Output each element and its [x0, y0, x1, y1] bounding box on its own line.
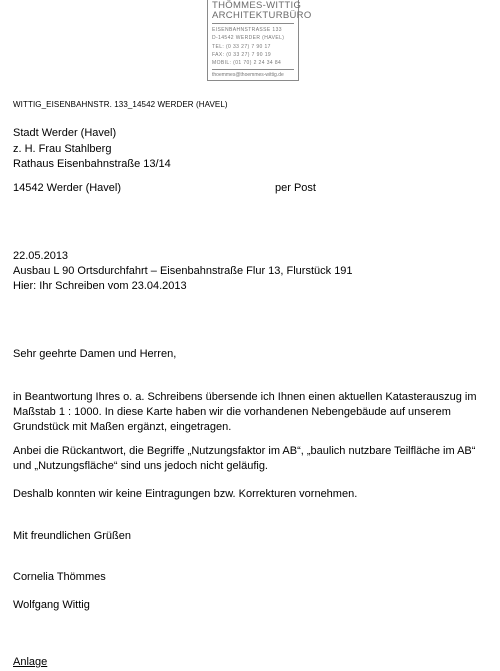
letterhead-city: D-14542 WERDER (HAVEL): [212, 35, 285, 42]
letterhead-contact: [212, 26, 294, 67]
attachment-label: Anlage: [13, 656, 48, 668]
signer-2: Wolfgang Wittig: [13, 599, 90, 611]
recipient-line-2: z. H. Frau Stahlberg: [13, 143, 112, 155]
body-paragraph-1: in Beantwortung Ihres o. a. Schreibens übersende ich Ihnen einen aktuellen Katasterauszug im Maßstab 1 : 1000. In diese Karte haben wir die vorhandenen Nebengebäude auf unserem Grundstück mit Maßen ergänzt, eingetragen.: [13, 391, 477, 433]
recipient-line-1: Stadt Werder (Havel): [13, 127, 117, 139]
letter-reference: Hier: Ihr Schreiben vom 23.04.2013: [13, 280, 187, 292]
sender-address-line: WITTIG_EISENBAHNSTR. 133_14542 WERDER (HAVEL): [13, 100, 228, 109]
letterhead-divider: [212, 69, 294, 70]
salutation: Sehr geehrte Damen und Herren,: [13, 348, 177, 360]
signer-1: Cornelia Thömmes: [13, 571, 106, 583]
closing: Mit freundlichen Grüßen: [13, 530, 131, 542]
letterhead-firm: ARCHITEKTURBÜRO: [212, 10, 312, 21]
delivery-method: per Post: [275, 182, 316, 194]
body-paragraph-3: Deshalb konnten wir keine Eintragungen bzw. Korrekturen vornehmen.: [13, 488, 358, 500]
letterhead-street: EISENBAHNSTRASSE 133: [212, 27, 282, 33]
letterhead-mobile: MOBIL: (01 70) 2 24 34 84: [212, 60, 282, 67]
letterhead-logo: [207, 0, 312, 81]
letter-subject: Ausbau L 90 Ortsdurchfahrt – Eisenbahnstraße Flur 13, Flurstück 191: [13, 265, 353, 277]
letterhead-email: thoemmes@thoemmes-wittig.de: [212, 72, 284, 78]
recipient-line-3: Rathaus Eisenbahnstraße 13/14: [13, 158, 171, 170]
letterhead-title: [212, 0, 312, 24]
body-paragraph-2: Anbei die Rückantwort, die Begriffe „Nutzungsfaktor im AB“, „baulich nutzbare Teilfläche im AB“ und „Nutzungsfläche“ sind uns jedoch nicht geläufig.: [13, 445, 476, 472]
letterhead-phone: TEL: (0 33 27) 7 90 17: [212, 43, 271, 50]
letterhead-name: THÖMMES-WITTIG: [212, 0, 302, 11]
recipient-city: 14542 Werder (Havel): [13, 182, 122, 194]
letterhead-fax: FAX: (0 33 27) 7 90 19: [212, 51, 272, 58]
letter-date: 22.05.2013: [13, 250, 69, 262]
